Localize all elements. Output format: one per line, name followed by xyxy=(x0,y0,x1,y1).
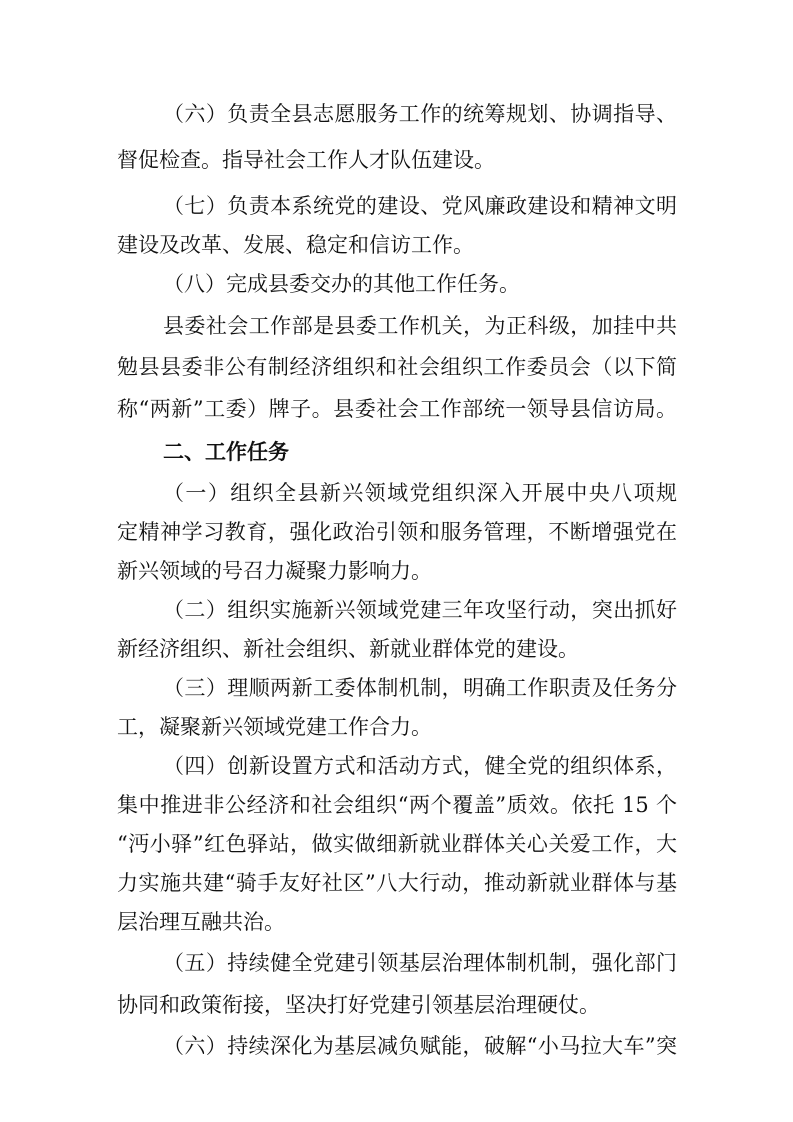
text-line: （四）创新设置方式和活动方式，健全党的组织体系， xyxy=(163,754,677,778)
text-line: 工，凝聚新兴领域党建工作合力。 xyxy=(117,715,432,739)
text-line: 集中推进非公经济和社会组织“两个覆盖”质效。依托 15 个 xyxy=(117,793,677,817)
text-line: （六）负责全县志愿服务工作的统筹规划、协调指导、 xyxy=(163,102,677,126)
text-line: 层治理互融共治。 xyxy=(117,910,285,934)
text-line: 新经济组织、新社会组织、新就业群体党的建设。 xyxy=(117,637,579,661)
text-line: “沔小驿”红色驿站，做实做细新就业群体关心关爱工作，大 xyxy=(117,832,677,856)
text-line: （五）持续健全党建引领基层治理体制机制，强化部门 xyxy=(163,951,677,975)
text-line: （二）组织实施新兴领域党建三年攻坚行动，突出抓好 xyxy=(163,598,677,622)
text-line: （七）负责本系统党的建设、党风廉政建设和精神文明 xyxy=(163,194,677,218)
text-line: 勉县县委非公有制经济组织和社会组织工作委员会（以下简 xyxy=(117,355,677,379)
text-line: 力实施共建“骑手友好社区”八大行动，推动新就业群体与基 xyxy=(117,871,677,895)
text-line: （三）理顺两新工委体制机制，明确工作职责及任务分 xyxy=(163,676,677,700)
text-line: （八）完成县委交办的其他工作任务。 xyxy=(163,272,520,296)
text-line: 协同和政策衔接，坚决打好党建引领基层治理硬仗。 xyxy=(117,993,600,1017)
section-heading: 二、工作任务 xyxy=(163,440,289,464)
text-line: 称“两新”工委）牌子。县委社会工作部统一领导县信访局。 xyxy=(117,397,677,421)
text-line: （六）持续深化为基层减负赋能，破解“小马拉大车”突 xyxy=(163,1034,677,1058)
text-line: 督促检查。指导社会工作人才队伍建设。 xyxy=(117,148,495,172)
text-line: 定精神学习教育，强化政治引领和服务管理，不断增强党在 xyxy=(117,520,677,544)
text-line: 建设及改革、发展、稳定和信访工作。 xyxy=(117,233,474,257)
text-line: 新兴领域的号召力凝聚力影响力。 xyxy=(117,559,432,583)
text-line: 县委社会工作部是县委工作机关，为正科级，加挂中共 xyxy=(163,314,677,338)
text-line: （一）组织全县新兴领域党组织深入开展中央八项规 xyxy=(163,481,677,505)
